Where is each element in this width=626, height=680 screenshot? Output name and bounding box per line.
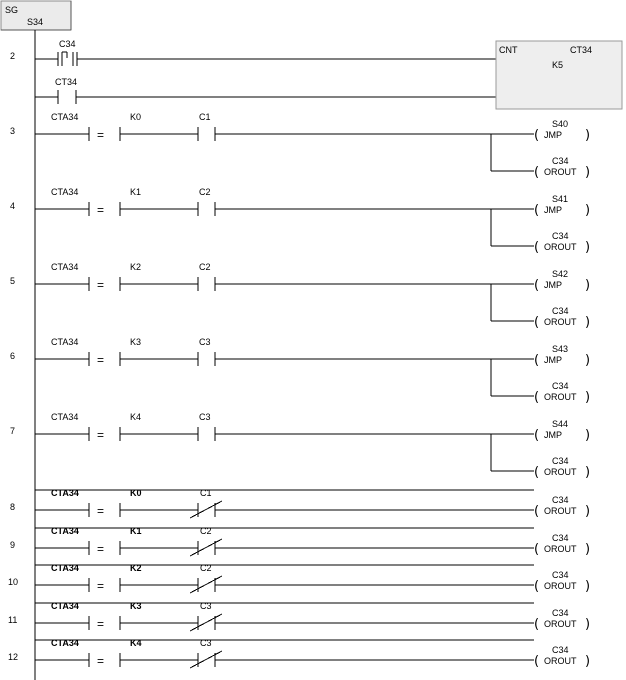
- coil-address: S43: [552, 344, 569, 354]
- compare-rungs: [8, 112, 590, 669]
- coil-instruction: JMP: [544, 280, 562, 290]
- coil-instruction: JMP: [544, 355, 562, 365]
- compare-constant: K3: [130, 337, 142, 347]
- contact-label: C3: [199, 412, 211, 422]
- rung-5: [10, 262, 590, 330]
- jump-coil[interactable]: [534, 194, 590, 218]
- svg-text:(: (: [534, 203, 540, 218]
- rung-number: 6: [10, 351, 16, 361]
- contact-label: C3: [200, 601, 212, 611]
- coil-instruction: OROUT: [544, 581, 577, 591]
- compare-register: CTA34: [51, 638, 79, 648]
- compare-operator: =: [97, 617, 105, 631]
- rung-9: [10, 526, 590, 557]
- contact-label: C2: [200, 563, 212, 573]
- rung-number: 9: [10, 540, 16, 550]
- compare-register: CTA34: [51, 526, 79, 536]
- compare-contact[interactable]: [89, 503, 120, 518]
- coil-instruction: OROUT: [544, 242, 577, 252]
- compare-constant: K2: [130, 262, 142, 272]
- rung-8: [10, 488, 590, 519]
- svg-text:(: (: [534, 315, 540, 330]
- coil-address: C34: [552, 645, 569, 655]
- coil-address: C34: [552, 156, 569, 166]
- orout-coil[interactable]: [534, 495, 590, 519]
- coil-instruction: JMP: [544, 130, 562, 140]
- coil-address: S44: [552, 419, 569, 429]
- compare-contact[interactable]: [89, 541, 120, 556]
- coil-instruction: OROUT: [544, 544, 577, 554]
- svg-text:(: (: [534, 390, 540, 405]
- svg-text:): ): [585, 428, 591, 443]
- counter-block[interactable]: [496, 41, 622, 109]
- coil-instruction: JMP: [544, 430, 562, 440]
- compare-operator: =: [97, 353, 105, 367]
- contact-label: C2: [200, 526, 212, 536]
- compare-register: CTA34: [51, 488, 79, 498]
- svg-text:(: (: [534, 542, 540, 557]
- compare-constant: K4: [130, 638, 142, 648]
- svg-text:): ): [585, 390, 591, 405]
- compare-operator: =: [97, 579, 105, 593]
- edge-contact[interactable]: [58, 52, 77, 66]
- compare-contact[interactable]: [89, 616, 120, 631]
- coil-address: C34: [552, 306, 569, 316]
- svg-text:(: (: [534, 165, 540, 180]
- svg-text:): ): [585, 504, 591, 519]
- stage-block[interactable]: [1, 1, 71, 30]
- svg-text:(: (: [534, 428, 540, 443]
- stage-name: S34: [27, 17, 44, 27]
- svg-text:(: (: [534, 128, 540, 143]
- compare-operator: =: [97, 654, 105, 668]
- compare-contact[interactable]: [89, 578, 120, 593]
- compare-register: CTA34: [51, 412, 79, 422]
- rung-11: [8, 601, 590, 632]
- orout-coil[interactable]: [534, 231, 590, 255]
- counter-name: CT34: [570, 45, 593, 55]
- coil-address: C34: [552, 533, 569, 543]
- rung-7: [10, 412, 590, 480]
- compare-contact[interactable]: [89, 653, 120, 668]
- rung-number: 8: [10, 502, 16, 512]
- compare-register: CTA34: [51, 601, 79, 611]
- coil-instruction: OROUT: [544, 167, 577, 177]
- rung-2: [10, 39, 622, 109]
- svg-text:(: (: [534, 617, 540, 632]
- contact-label: CT34: [55, 77, 78, 87]
- coil-address: C34: [552, 608, 569, 618]
- compare-contact[interactable]: [89, 277, 120, 292]
- rung-number: 2: [10, 51, 16, 61]
- compare-register: CTA34: [51, 563, 79, 573]
- compare-contact[interactable]: [89, 352, 120, 367]
- compare-operator: =: [97, 542, 105, 556]
- compare-constant: K4: [130, 412, 142, 422]
- compare-constant: K0: [130, 112, 142, 122]
- rung-6: [10, 337, 590, 405]
- rung-number: 7: [10, 426, 16, 436]
- orout-coil[interactable]: [534, 570, 590, 594]
- contact-label: C34: [59, 39, 76, 49]
- coil-address: S40: [552, 119, 569, 129]
- svg-text:): ): [585, 240, 591, 255]
- contact-label: C1: [199, 112, 211, 122]
- rung-number: 12: [8, 652, 19, 662]
- normally-open-contact[interactable]: [198, 352, 215, 366]
- svg-text:(: (: [534, 240, 540, 255]
- compare-constant: K3: [130, 601, 142, 611]
- compare-constant: K1: [130, 187, 142, 197]
- coil-address: C34: [552, 570, 569, 580]
- compare-operator: =: [97, 203, 105, 217]
- jump-coil[interactable]: [534, 344, 590, 368]
- coil-instruction: OROUT: [544, 467, 577, 477]
- svg-text:): ): [585, 353, 591, 368]
- coil-address: S41: [552, 194, 569, 204]
- contact-label: C2: [199, 262, 211, 272]
- jump-coil[interactable]: [534, 269, 590, 293]
- compare-constant: K1: [130, 526, 142, 536]
- normally-open-contact[interactable]: [198, 427, 215, 441]
- svg-text:): ): [585, 542, 591, 557]
- compare-register: CTA34: [51, 112, 79, 122]
- svg-text:(: (: [534, 654, 540, 669]
- orout-coil[interactable]: [534, 608, 590, 632]
- rung-number: 11: [8, 615, 18, 625]
- jump-coil[interactable]: [534, 419, 590, 443]
- coil-instruction: JMP: [544, 205, 562, 215]
- compare-contact[interactable]: [89, 127, 120, 142]
- orout-coil[interactable]: [534, 381, 590, 405]
- coil-instruction: OROUT: [544, 506, 577, 516]
- svg-text:): ): [585, 203, 591, 218]
- rung-3: [10, 112, 590, 180]
- normally-open-contact[interactable]: [198, 277, 215, 291]
- coil-instruction: OROUT: [544, 392, 577, 402]
- rung-number: 3: [10, 126, 16, 136]
- compare-operator: =: [97, 428, 105, 442]
- coil-instruction: OROUT: [544, 619, 577, 629]
- counter-preset: K5: [552, 60, 564, 70]
- coil-address: S42: [552, 269, 569, 279]
- coil-address: C34: [552, 495, 569, 505]
- svg-text:): ): [585, 654, 591, 669]
- coil-address: C34: [552, 381, 569, 391]
- normally-open-contact[interactable]: [58, 90, 76, 104]
- svg-text:): ): [585, 617, 591, 632]
- svg-text:(: (: [534, 353, 540, 368]
- compare-constant: K0: [130, 488, 142, 498]
- counter-type: CNT: [499, 45, 518, 55]
- orout-coil[interactable]: [534, 645, 590, 669]
- contact-label: C3: [199, 337, 211, 347]
- compare-register: CTA34: [51, 337, 79, 347]
- coil-instruction: OROUT: [544, 656, 577, 666]
- compare-contact[interactable]: [89, 202, 120, 217]
- compare-constant: K2: [130, 563, 142, 573]
- svg-text:): ): [585, 165, 591, 180]
- contact-label: C2: [199, 187, 211, 197]
- normally-open-contact[interactable]: [198, 202, 215, 216]
- svg-text:(: (: [534, 278, 540, 293]
- svg-text:(: (: [534, 504, 540, 519]
- orout-coil[interactable]: [534, 306, 590, 330]
- compare-operator: =: [97, 128, 105, 142]
- coil-address: C34: [552, 456, 569, 466]
- jump-coil[interactable]: [534, 119, 590, 143]
- contact-label: C1: [200, 488, 212, 498]
- svg-text:): ): [585, 315, 591, 330]
- stage-prefix: SG: [5, 5, 19, 15]
- svg-text:(: (: [534, 465, 540, 480]
- coil-instruction: OROUT: [544, 317, 577, 327]
- orout-coil[interactable]: [534, 156, 590, 180]
- orout-coil[interactable]: [534, 533, 590, 557]
- compare-operator: =: [97, 504, 105, 518]
- compare-contact[interactable]: [89, 427, 120, 442]
- rung-12: [8, 638, 590, 669]
- compare-operator: =: [97, 278, 105, 292]
- svg-text:): ): [585, 579, 591, 594]
- normally-open-contact[interactable]: [198, 127, 215, 141]
- svg-text:): ): [585, 128, 591, 143]
- svg-text:): ): [585, 278, 591, 293]
- rung-number: 4: [10, 201, 16, 211]
- compare-register: CTA34: [51, 262, 79, 272]
- rung-number: 10: [8, 577, 19, 587]
- coil-address: C34: [552, 231, 569, 241]
- svg-text:): ): [585, 465, 591, 480]
- orout-coil[interactable]: [534, 456, 590, 480]
- rung-10: [8, 563, 590, 594]
- compare-register: CTA34: [51, 187, 79, 197]
- svg-text:(: (: [534, 579, 540, 594]
- contact-label: C3: [200, 638, 212, 648]
- rung-4: [10, 187, 590, 255]
- rung-number: 5: [10, 276, 16, 286]
